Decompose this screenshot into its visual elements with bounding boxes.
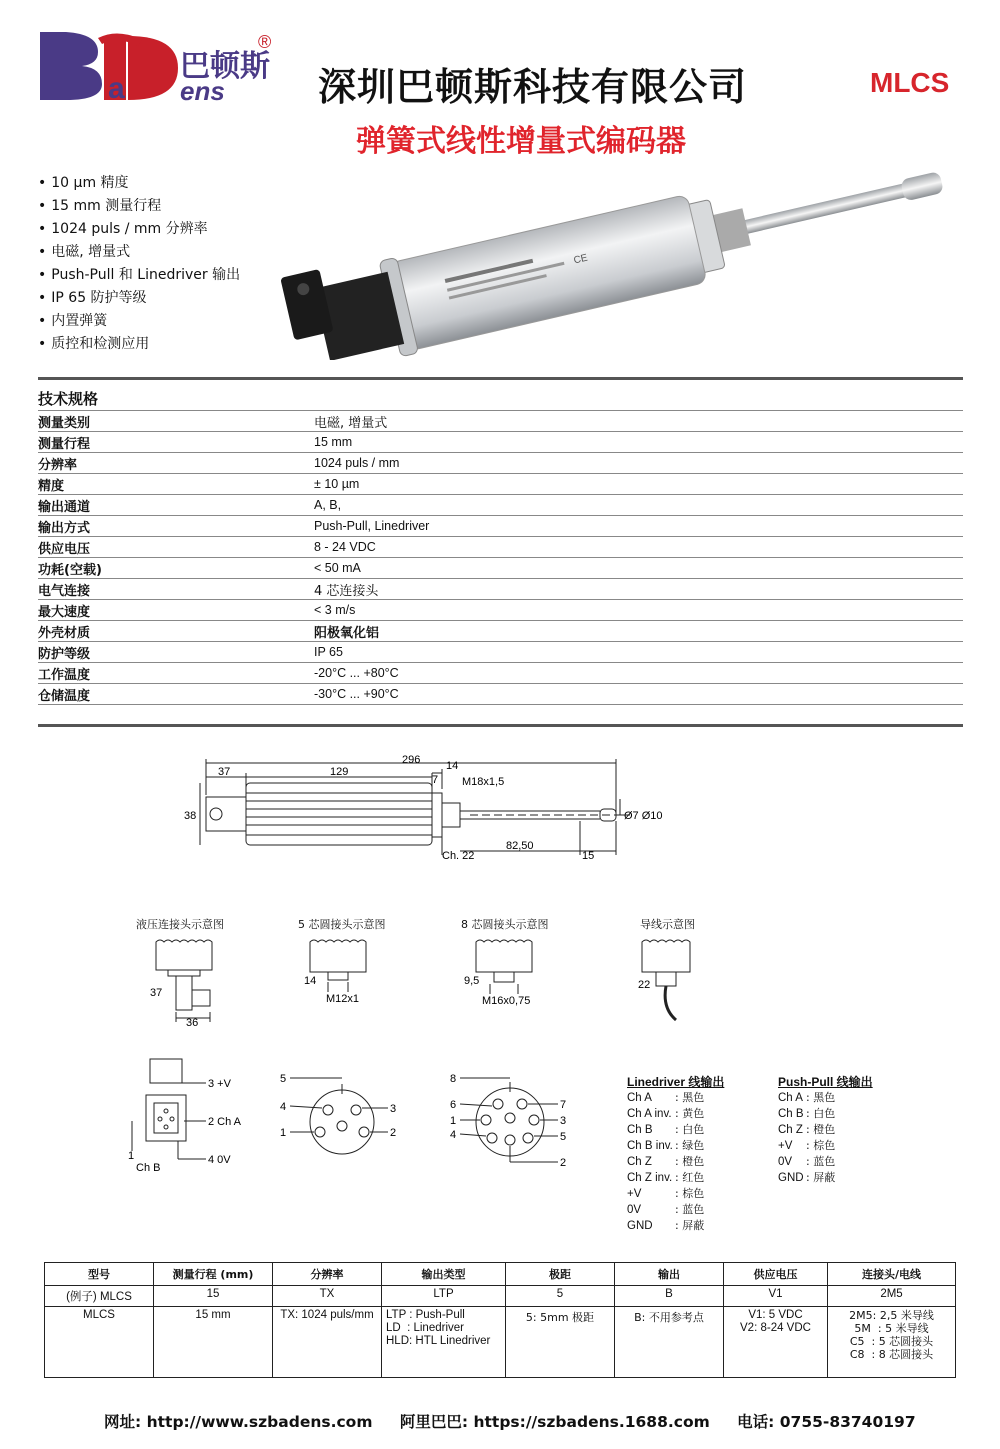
feature-item: • 10 µm 精度 [38, 172, 240, 195]
hyd-dim-37: 37 [150, 987, 163, 999]
pin5-label-3: 3 [390, 1103, 397, 1115]
wire-row [778, 1122, 835, 1138]
order-header-row [45, 1263, 956, 1286]
hydraulic-pinout-drawing [128, 1055, 278, 1175]
spec-row [38, 411, 963, 432]
order-output-type-cell: LTP : Push-Pull LD : Linedriver HLD: HTL Linedriver [382, 1307, 506, 1378]
wire-pin: 0V [778, 1156, 793, 1168]
spec-key: 仓储温度 [38, 684, 314, 705]
order-res-cell: TX: 1024 puls/mm [273, 1307, 382, 1378]
product-photo [275, 140, 975, 360]
spec-row [38, 453, 963, 474]
order-header: 型号 [45, 1263, 154, 1286]
wire-pin: 0V [627, 1204, 642, 1216]
wire-pin: Ch Z [778, 1124, 803, 1136]
feature-item: • 电磁, 增量式 [38, 241, 240, 264]
order-example-row [45, 1286, 956, 1307]
pushpull-title: Push-Pull 线输出 [778, 1075, 873, 1089]
pin5-label-4: 4 [280, 1101, 287, 1113]
dim-296: 296 [402, 755, 421, 766]
hyd-pin-1: 1 [128, 1150, 135, 1162]
dim-129: 129 [330, 766, 349, 778]
order-model-cell: MLCS [45, 1307, 154, 1378]
pin8-thread: M16x0,75 [482, 995, 531, 1007]
wire-pin: Ch Z inv. [627, 1172, 673, 1184]
dim-chamfer: Ch. 22 [442, 850, 475, 862]
feature-list [38, 172, 240, 356]
dimension-drawing [180, 755, 680, 865]
pin8-label-6: 6 [450, 1099, 457, 1111]
svg-text:a: a [108, 72, 125, 105]
svg-text:ens: ens [180, 76, 225, 106]
wire-pin: Ch A [627, 1092, 652, 1104]
spec-value: 15 mm [314, 432, 963, 453]
pin8-connector-drawing [462, 938, 572, 1028]
spec-value: 8 - 24 VDC [314, 537, 963, 558]
company-name: 深圳巴顿斯科技有限公司 [318, 65, 748, 109]
pin8-label-1: 1 [450, 1115, 457, 1127]
pin8-label-5: 5 [560, 1131, 567, 1143]
dim-8250: 82,50 [506, 840, 534, 852]
wire-row [778, 1106, 835, 1122]
spec-value: A, B, [314, 495, 963, 516]
hyd-pin-2: 2 Ch A [208, 1116, 242, 1128]
pin8-label-2: 2 [560, 1157, 567, 1169]
spec-row [38, 495, 963, 516]
spec-value: < 50 mA [314, 558, 963, 579]
spec-value: 1024 puls / mm [314, 453, 963, 474]
feature-item: • 15 mm 测量行程 [38, 195, 240, 218]
spec-row [38, 474, 963, 495]
order-header: 输出类型 [382, 1263, 506, 1286]
spec-row [38, 684, 963, 705]
pin5-label-5: 5 [280, 1073, 287, 1085]
wire-pin: Ch B inv. [627, 1140, 673, 1152]
spec-key: 测量行程 [38, 432, 314, 453]
feature-item: • IP 65 防护等级 [38, 287, 240, 310]
order-cell: LTP [382, 1286, 506, 1307]
spec-row [38, 600, 963, 621]
spec-key: 分辨率 [38, 453, 314, 474]
pin8-connector-label: 8 芯圆接头示意图 [461, 918, 549, 931]
spec-value: 阳极氧化铝 [314, 621, 963, 642]
spec-title: 技术规格 [38, 390, 99, 408]
pin8-label-8: 8 [450, 1073, 457, 1085]
footer-contact [104, 1410, 938, 1432]
cable-dim-22: 22 [638, 979, 651, 991]
wire-pin: +V [778, 1140, 793, 1152]
hydraulic-connector-drawing [148, 938, 258, 1028]
dim-7: 7 [432, 774, 439, 786]
feature-item: • Push-Pull 和 Linedriver 输出 [38, 264, 240, 287]
wire-color: : 白色 [806, 1107, 836, 1120]
spec-key: 外壳材质 [38, 621, 314, 642]
spec-key: 供应电压 [38, 537, 314, 558]
pin8-dim-95: 9,5 [464, 975, 480, 987]
spec-value: Push-Pull, Linedriver [314, 516, 963, 537]
dim-diameter: Ø7 Ø10 [624, 810, 663, 822]
wire-color: : 黄色 [675, 1107, 705, 1120]
wire-pin: Ch Z [627, 1156, 652, 1168]
order-header: 极距 [506, 1263, 615, 1286]
wire-row [627, 1170, 704, 1186]
order-cell: TX [273, 1286, 382, 1307]
wire-pin: Ch B [778, 1108, 804, 1120]
wire-pin: Ch B [627, 1124, 653, 1136]
spec-value: IP 65 [314, 642, 963, 663]
product-subtitle: 弹簧式线性增量式编码器 [356, 124, 686, 159]
order-stroke-cell: 15 mm [154, 1307, 273, 1378]
wire-row [627, 1138, 704, 1154]
wire-color: : 蓝色 [675, 1203, 705, 1216]
feature-item: • 内置弹簧 [38, 310, 240, 333]
pin5-label-1: 1 [280, 1127, 287, 1139]
wire-pin: Ch A inv. [627, 1108, 672, 1120]
wire-row [627, 1122, 704, 1138]
wire-pin: GND [627, 1220, 653, 1232]
dim-thread: M18x1,5 [462, 776, 505, 788]
wire-row [627, 1154, 704, 1170]
spec-key: 电气连接 [38, 579, 314, 600]
wire-row [627, 1106, 704, 1122]
spec-key: 工作温度 [38, 663, 314, 684]
feature-item: • 质控和检测应用 [38, 333, 240, 356]
spec-row [38, 579, 963, 600]
wire-color: : 棕色 [806, 1139, 836, 1152]
pin8-label-4: 4 [450, 1129, 457, 1141]
spec-key: 功耗(空载) [38, 558, 314, 579]
spec-row [38, 558, 963, 579]
order-cell: 15 [154, 1286, 273, 1307]
model-code: MLCS [870, 67, 950, 98]
order-conn-cell: 2M5: 2,5 米导线 5M : 5 米导线 C5 : 5 芯圆接头 C8 : 8 芯圆接头 [828, 1307, 956, 1378]
logo-registered: ® [258, 32, 272, 52]
cable-drawing [634, 938, 744, 1028]
svg-text:CE: CE [572, 252, 589, 267]
wire-pin: +V [627, 1188, 642, 1200]
order-voltage-cell: V1: 5 VDC V2: 8-24 VDC [724, 1307, 828, 1378]
spec-value: 电磁, 增量式 [314, 411, 963, 432]
wire-row [627, 1202, 704, 1218]
wire-color: : 橙色 [675, 1155, 705, 1168]
company-logo [38, 28, 278, 106]
feature-item: • 1024 puls / mm 分辨率 [38, 218, 240, 241]
hyd-pin-1-label: Ch B [136, 1162, 161, 1174]
spec-row [38, 642, 963, 663]
pushpull-list [778, 1090, 835, 1186]
pin8-label-7: 7 [560, 1099, 567, 1111]
spec-row [38, 516, 963, 537]
wire-row [627, 1090, 704, 1106]
order-pole-cell: 5: 5mm 极距 [506, 1307, 615, 1378]
order-cell: (例子) MLCS [45, 1286, 154, 1307]
pin5-connector-label: 5 芯圆接头示意图 [298, 918, 386, 931]
cable-label: 导线示意图 [640, 918, 695, 931]
wire-color: : 屏蔽 [806, 1171, 836, 1184]
linedriver-list [627, 1090, 704, 1234]
wire-color: : 黑色 [675, 1091, 705, 1104]
footer-phone: 电话: 0755-83740197 [737, 1413, 916, 1431]
pin5-connector-drawing [300, 938, 410, 1028]
pin8-label-3: 3 [560, 1115, 567, 1127]
order-code-table [44, 1262, 956, 1378]
wire-color: : 屏蔽 [675, 1219, 705, 1232]
wire-pin: Ch A [778, 1092, 803, 1104]
spec-value: < 3 m/s [314, 600, 963, 621]
wire-row [627, 1186, 704, 1202]
dim-38: 38 [184, 810, 197, 822]
pin5-label-2: 2 [390, 1127, 397, 1139]
hydraulic-connector-label: 液压连接头示意图 [136, 918, 224, 931]
pin5-dim-14: 14 [304, 975, 317, 987]
spec-key: 输出通道 [38, 495, 314, 516]
spec-key: 最大速度 [38, 600, 314, 621]
spec-value: -30°C ... +90°C [314, 684, 963, 705]
pin5-pinout-drawing [278, 1070, 408, 1160]
spec-row [38, 432, 963, 453]
wire-row [778, 1154, 835, 1170]
spec-row [38, 621, 963, 642]
order-cell: B [615, 1286, 724, 1307]
order-header: 测量行程 (mm) [154, 1263, 273, 1286]
dim-37: 37 [218, 766, 231, 778]
spec-key: 防护等级 [38, 642, 314, 663]
spec-row [38, 537, 963, 558]
footer-alibaba[interactable]: 阿里巴巴: https://szbadens.1688.com [399, 1413, 710, 1431]
spec-bottom-rule [38, 724, 963, 727]
hyd-dim-36: 36 [186, 1017, 199, 1028]
order-header: 输出 [615, 1263, 724, 1286]
hyd-pin-3: 3 +V [208, 1078, 231, 1090]
pin5-thread: M12x1 [326, 993, 360, 1005]
spec-top-rule [38, 377, 963, 380]
order-header: 分辨率 [273, 1263, 382, 1286]
order-cell: 2M5 [828, 1286, 956, 1307]
spec-key: 精度 [38, 474, 314, 495]
spec-table [38, 410, 963, 705]
spec-value: ± 10 µm [314, 474, 963, 495]
wire-color: : 红色 [675, 1171, 705, 1184]
wire-row [778, 1170, 835, 1186]
wire-row [778, 1138, 835, 1154]
spec-value: 4 芯连接头 [314, 579, 963, 600]
hyd-pin-4: 4 0V [208, 1154, 231, 1166]
footer-website[interactable]: 网址: http://www.szbadens.com [104, 1413, 373, 1431]
logo-cn: 巴顿斯 [180, 50, 270, 83]
spec-value: -20°C ... +80°C [314, 663, 963, 684]
wire-color: : 蓝色 [806, 1155, 836, 1168]
wire-pin: GND [778, 1172, 804, 1184]
wire-color: : 绿色 [675, 1139, 705, 1152]
wire-color: : 黑色 [806, 1091, 836, 1104]
order-cell: 5 [506, 1286, 615, 1307]
spec-key: 输出方式 [38, 516, 314, 537]
linedriver-title: Linedriver 线输出 [627, 1075, 725, 1089]
order-cell: V1 [724, 1286, 828, 1307]
dim-15: 15 [582, 850, 595, 862]
wire-color: : 白色 [675, 1123, 705, 1136]
order-output-cell: B: 不用参考点 [615, 1307, 724, 1378]
order-header: 连接头/电线 [828, 1263, 956, 1286]
wire-color: : 橙色 [806, 1123, 836, 1136]
order-options-row [45, 1307, 956, 1378]
spec-row [38, 663, 963, 684]
order-header: 供应电压 [724, 1263, 828, 1286]
wire-row [778, 1090, 835, 1106]
pin8-pinout-drawing [446, 1070, 576, 1170]
spec-key: 测量类别 [38, 411, 314, 432]
wire-row [627, 1218, 704, 1234]
wire-color: : 棕色 [675, 1187, 705, 1200]
dim-14: 14 [446, 760, 459, 772]
